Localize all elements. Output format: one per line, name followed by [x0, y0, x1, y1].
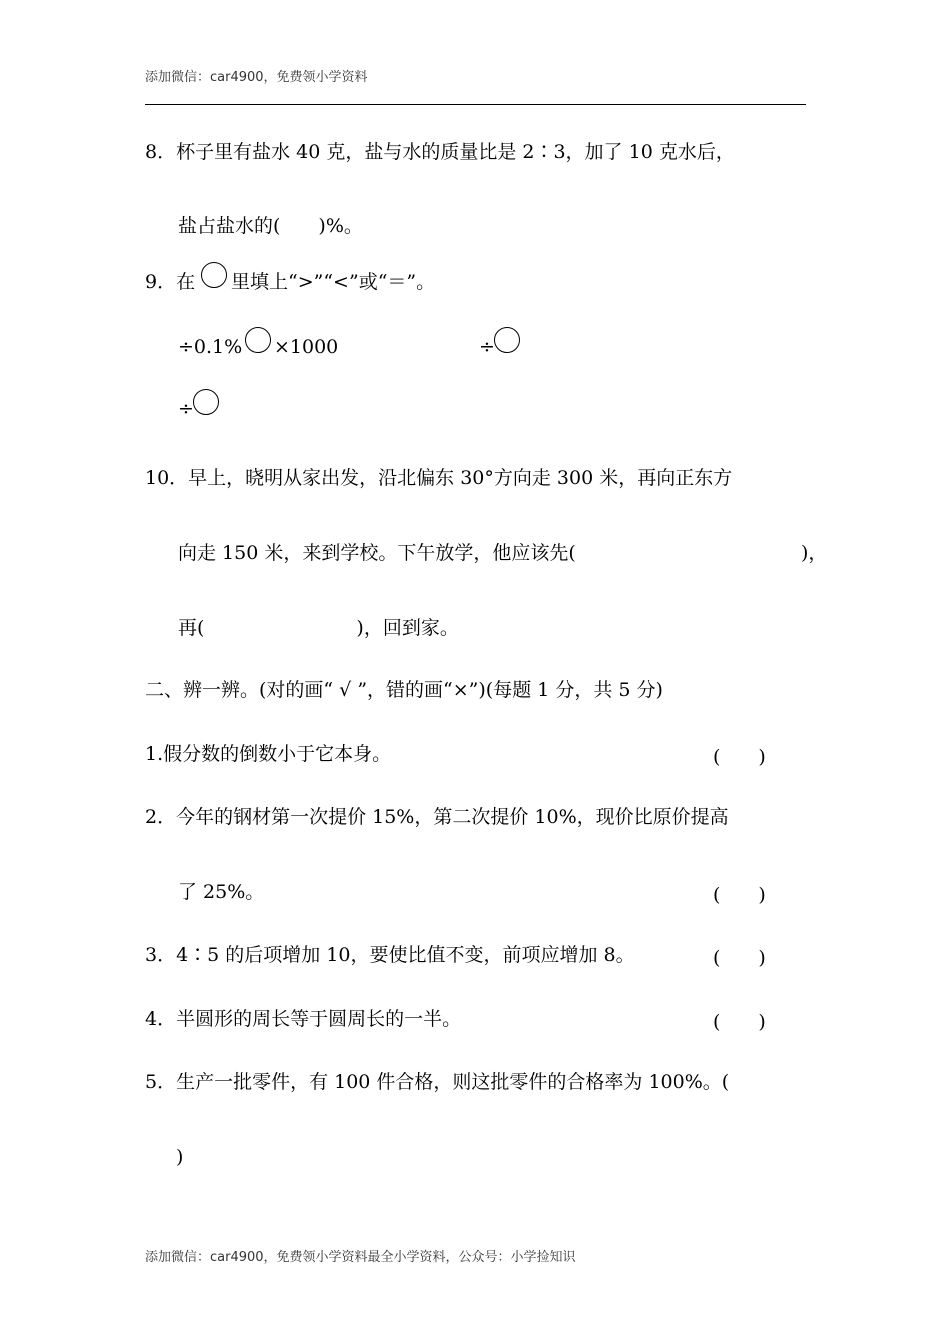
q10-line2: 向走 150 米，来到学校。下午放学，他应该先( [178, 542, 576, 564]
answer-paren[interactable]: ( ) [713, 947, 766, 969]
judge-item-2-line1: 2．今年的钢材第一次提价 15%，第二次提价 10%，现价比原价提高 [145, 806, 729, 828]
answer-circle[interactable] [201, 262, 227, 288]
q9-tail: 里填上“>”“<”或“＝”。 [231, 271, 436, 293]
q10-line1: 10．早上，晓明从家出发，沿北偏东 30°方向走 300 米，再向正东方 [145, 467, 733, 489]
answer-circle[interactable] [245, 327, 271, 353]
section2-title: 二、辨一辨。(对的画“ √ ”，错的画“×”)(每题 1 分，共 5 分) [145, 679, 663, 701]
page-header: 添加微信：car4900，免费领小学资料 [145, 70, 368, 85]
judge-item-1: 1.假分数的倒数小于它本身。 [145, 743, 392, 765]
q10-line2-close: )， [801, 542, 828, 564]
answer-paren[interactable]: ( ) [713, 1011, 766, 1033]
answer-circle[interactable] [193, 389, 219, 415]
q9-expr3: ÷ [178, 398, 194, 420]
q8-line1: 8．杯子里有盐水 40 克，盐与水的质量比是 2∶3，加了 10 克水后， [145, 141, 735, 163]
answer-paren[interactable]: ( ) [713, 884, 766, 906]
answer-circle[interactable] [494, 327, 520, 353]
q8-line2: 盐占盐水的( )%。 [178, 215, 363, 237]
q9-expr1-right: ×1000 [274, 336, 339, 358]
answer-paren[interactable]: ( ) [713, 746, 766, 768]
judge-item-4: 4．半圆形的周长等于圆周长的一半。 [145, 1008, 462, 1030]
page-footer: 添加微信：car4900，免费领小学资料最全小学资料，公众号：小学捡知识 [145, 1250, 576, 1265]
judge-item-3: 3．4∶5 的后项增加 10，要使比值不变，前项应增加 8。 [145, 944, 635, 966]
judge-item-5-line1: 5．生产一批零件，有 100 件合格，则这批零件的合格率为 100%。( [145, 1071, 730, 1093]
q9-expr2: ÷ [479, 336, 495, 358]
q9-expr1-left: ÷0.1% [178, 336, 243, 358]
q10-line3: 再( )，回到家。 [178, 617, 459, 639]
judge-item-5-line2[interactable]: ) [176, 1146, 184, 1168]
header-rule [145, 104, 806, 105]
q9-lead: 9．在 [145, 271, 196, 293]
judge-item-2-line2: 了 25%。 [178, 881, 265, 903]
